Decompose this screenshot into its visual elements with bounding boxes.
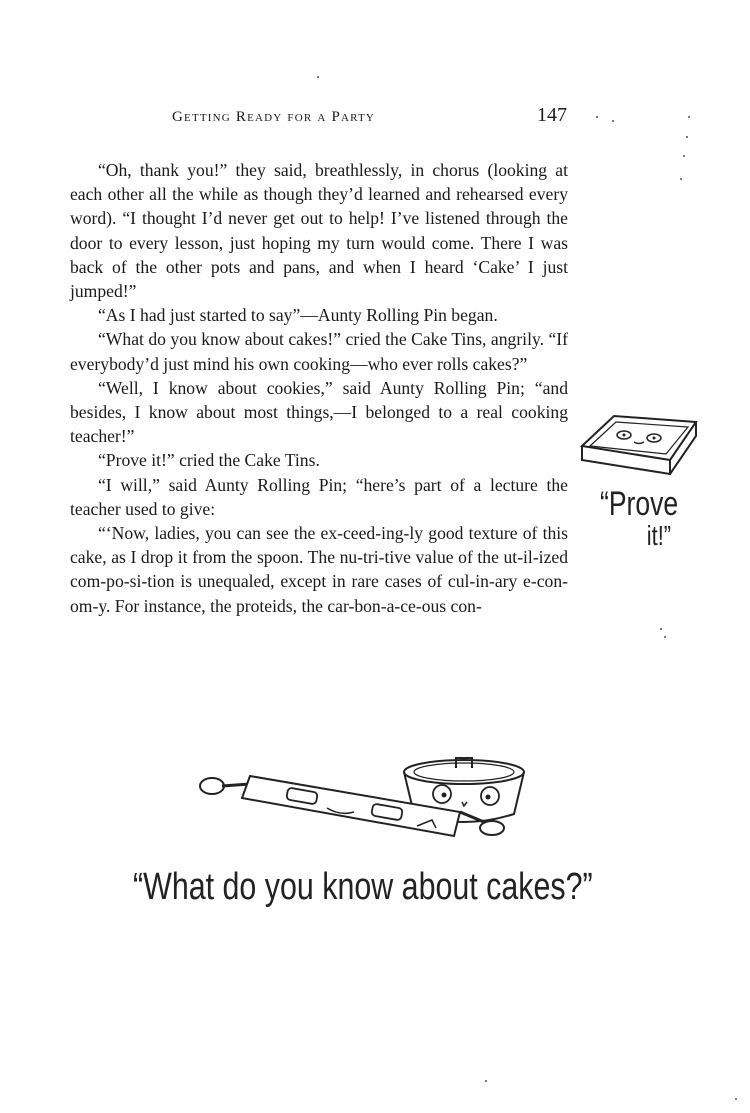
scan-speck [317, 76, 319, 78]
body-text [70, 158, 568, 618]
rolling-pin-and-cake-pan-illustration [192, 750, 542, 854]
scan-speck [688, 116, 690, 118]
paragraph-1: “Oh, thank you!” they said, breathlessly, in chorus (looking at each other all the while as though they’d learned and rehearsed every word). “I thought I’d never get out to help! I’ve listened through the door to every lesson, just hoping my turn would come. There I was back of the other pots and pans, and when I heard ‘Cake’ I just jumped!” [70, 160, 568, 302]
running-header [172, 104, 567, 134]
prove-it-caption [600, 485, 686, 552]
scan-speck [660, 628, 662, 630]
page-number: 147 [537, 104, 567, 126]
scan-speck [485, 1080, 487, 1082]
scan-speck [664, 636, 666, 638]
scan-speck [596, 116, 598, 118]
cake-tin-illustration [574, 408, 704, 492]
scan-speck [686, 136, 688, 138]
paragraph-3: “What do you know about cakes!” cried the Cake Tins, angrily. “If everybody’d just mind his own cooking—who ever rolls cakes?” [70, 329, 568, 374]
scan-speck [735, 1098, 737, 1100]
paragraph-2: “As I had just started to say”—Aunty Rolling Pin began. [98, 305, 498, 326]
running-title: Getting Ready for a Party [172, 109, 376, 125]
prove-it-line-2: it!” [646, 520, 672, 551]
paragraph-4: “Well, I know about cookies,” said Aunty Rolling Pin; “and besides, I know about most things,—I belonged to a real cooking teacher!” [70, 377, 568, 447]
scan-speck [683, 155, 685, 157]
paragraph-7: “‘Now, ladies, you can see the ex-ceed-ing-ly good texture of this cake, as I drop it from the spoon. The nu-tri-tive value of the ut-il-ized com-po-si-tion is unequaled, except in rare cases of cul-in-ary e-con-om-y. For instance, the proteids, the car-bon-a-ce-ous con- [70, 523, 568, 616]
paragraph-5: “Prove it!” cried the Cake Tins. [98, 450, 320, 471]
scan-speck [612, 120, 614, 122]
paragraph-6: “I will,” said Aunty Rolling Pin; “here’s part of a lecture the teacher used to give: [70, 474, 568, 519]
prove-it-line-1: “Prove [600, 485, 679, 523]
what-do-you-know-caption: “What do you know about cakes?” [133, 866, 593, 908]
scan-speck [680, 178, 682, 180]
